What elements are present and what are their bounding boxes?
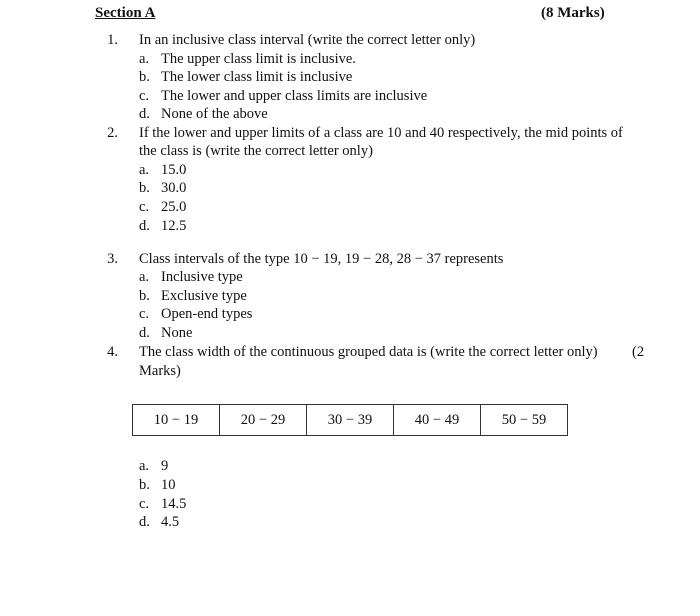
question-2-option-b: b. 30.0 <box>139 180 187 196</box>
question-3-option-c: c. Open-end types <box>139 306 253 322</box>
question-4-option-a: a. 9 <box>139 458 169 474</box>
question-4-text-line2: Marks) <box>139 363 181 379</box>
question-2-number: 2. <box>107 125 118 141</box>
question-2-option-a: a. 15.0 <box>139 162 187 178</box>
question-1-option-b: b. The lower class limit is inclusive <box>139 69 353 85</box>
section-title: Section A <box>95 5 156 21</box>
question-4-text-line1: The class width of the continuous grouped data is (write the correct letter only) <box>139 344 598 360</box>
question-4-option-c: c. 14.5 <box>139 496 187 512</box>
question-1-option-a: a. The upper class limit is inclusive. <box>139 51 356 67</box>
question-1-number: 1. <box>107 32 118 48</box>
table-cell: 10 − 19 <box>133 405 220 436</box>
question-4-option-b: b. 10 <box>139 477 176 493</box>
question-2-text-line2: the class is (write the correct letter only) <box>139 143 373 159</box>
question-2-option-d: d. 12.5 <box>139 218 187 234</box>
table-cell: 30 − 39 <box>307 405 394 436</box>
question-3-option-b: b. Exclusive type <box>139 288 247 304</box>
question-2-option-c: c. 25.0 <box>139 199 187 215</box>
question-1-option-c: c. The lower and upper class limits are inclusive <box>139 88 428 104</box>
question-3-option-d: d. None <box>139 325 193 341</box>
question-4-number: 4. <box>107 344 118 360</box>
table-row <box>133 405 568 436</box>
question-2-text-line1: If the lower and upper limits of a class are 10 and 40 respectively, the mid points of <box>139 125 623 141</box>
table-cell: 20 − 29 <box>220 405 307 436</box>
question-1-text: In an inclusive class interval (write the correct letter only) <box>139 32 476 48</box>
class-interval-table <box>132 404 568 436</box>
question-1-option-d: d. None of the above <box>139 106 268 122</box>
question-3-number: 3. <box>107 251 118 267</box>
question-3-text: Class intervals of the type 10 − 19, 19 − 28, 28 − 37 represents <box>139 251 504 267</box>
question-4-option-d: d. 4.5 <box>139 514 180 530</box>
section-marks: (8 Marks) <box>541 5 605 21</box>
question-3-option-a: a. Inclusive type <box>139 269 243 285</box>
table-cell: 40 − 49 <box>394 405 481 436</box>
table-cell: 50 − 59 <box>481 405 568 436</box>
question-4-marks: (2 <box>632 344 645 360</box>
